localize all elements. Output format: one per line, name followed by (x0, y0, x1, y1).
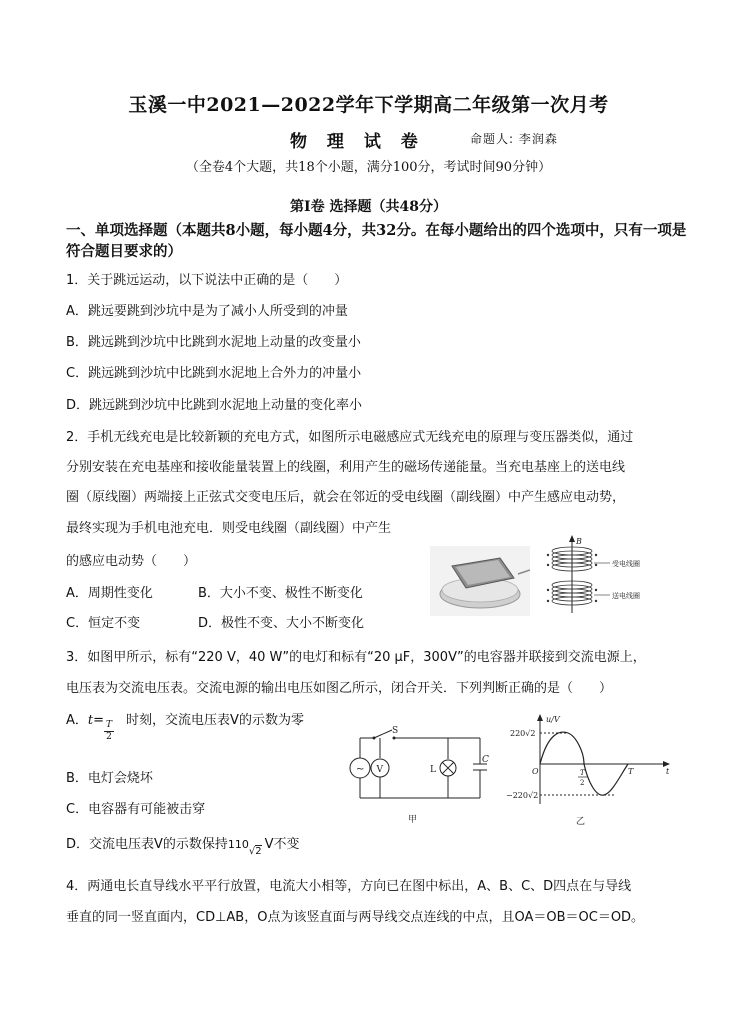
q3-option-d-sqrt: 2 (255, 846, 262, 857)
section-heading: 一、单项选择题（本题共8小题，每小题4分，共32分。在每小题给出的四个选项中，只有一项是符合题目要求的） (66, 222, 687, 260)
magnetic-field-label: B (576, 537, 582, 546)
graph-caption: 乙 (576, 817, 586, 827)
q3-option-a-eq: = (93, 713, 105, 728)
voltage-graph (506, 712, 676, 827)
q1-option-c: C．跳远跳到沙坑中比跳到水泥地上合外力的冲量小 (66, 366, 362, 381)
q2-option-d: D．极性不变、大小不断变化 (198, 616, 365, 631)
subject-title: 物 理 试 卷 (290, 132, 425, 152)
q3-option-a-suffix: 时刻，交流电压表V的示数为零 (126, 713, 304, 728)
q3-option-a-t: t (87, 713, 94, 728)
circuit-caption: 甲 (408, 815, 418, 824)
q3-option-a-frac-num: T (105, 720, 112, 730)
q3-option-c: C．电容器有可能被击穿 (66, 802, 206, 817)
sending-coil-label: 送电线圈 (612, 592, 640, 600)
charging-pad-image (430, 546, 530, 616)
q1-option-d: D．跳远跳到沙坑中比跳到水泥地上动量的变化率小 (66, 398, 363, 413)
q2-option-a: A．周期性变化 (66, 586, 153, 601)
part-heading: 第Ⅰ卷 选择题（共48分） (290, 199, 447, 215)
q2-stem-line: 圈（原线圈）两端接上正弦式交变电压后，就会在邻近的受电线圈（副线圈）中产生感应电动势， (66, 490, 626, 505)
q4-line: 4．两通电长直导线水平平行放置，电流大小相等，方向已在图中标出，A、B、C、D四点在与导线 (66, 879, 632, 894)
svg-text:~: ~ (356, 764, 365, 775)
q2-stem-line: 最终实现为手机电池充电．则受电线圈（副线圈）中产生 (66, 521, 392, 536)
q1-option-a: A．跳远要跳到沙坑中是为了减小人所受到的冲量 (66, 304, 348, 319)
q3-option-d: D．交流电压表V的示数保持$110_{√2}$ V不变 (66, 837, 300, 857)
graph-ymax-label: 220√2 (510, 729, 536, 738)
capacitor-label: C (482, 755, 489, 765)
circuit-diagram (348, 724, 498, 824)
q3-stem-line: 电压表为交流电压表。交流电源的输出电压如图乙所示，闭合开关．下列判断正确的是（ ） (66, 681, 613, 696)
q3-stem-line: 3．如图甲所示，标有“220 V，40 W”的电灯和标有“20 μF，300V”的电容器并联接到交流电源上， (66, 650, 646, 665)
author-line: 命题人: 李润森 (470, 132, 558, 146)
q3-option-a-prefix: A． (66, 713, 88, 728)
q3-option-d-prefix: D．交流电压表V的示数保持 (66, 837, 228, 852)
q3-option-a-frac-den: 2 (106, 732, 112, 742)
graph-period: T (628, 767, 634, 776)
exam-title: 玉溪一中2021—2022学年下学期高二年级第一次月考 (128, 94, 609, 116)
coil-diagram (540, 535, 680, 615)
q2-option-b: B．大小不变、极性不断变化 (198, 586, 363, 601)
exam-note: （全卷4个大题，共18个小题，满分100分，考试时间90分钟） (185, 160, 552, 175)
graph-ymin-label: −220√2 (506, 791, 539, 800)
q3-option-a (66, 709, 304, 728)
graph-ylabel: u/V (546, 715, 560, 724)
lamp-label: L (430, 765, 436, 775)
q3-option-b: B．电灯会烧坏 (66, 771, 153, 786)
q2-stem-line: 2．手机无线充电是比较新颖的充电方式，如图所示电磁感应式无线充电的原理与变压器类似，通过 (66, 430, 634, 445)
q1-stem: 1．关于跳远运动，以下说法中正确的是（ ） (66, 273, 348, 288)
q3-option-d-value: 110 (227, 838, 249, 851)
q1-option-b: B．跳远跳到沙坑中比跳到水泥地上动量的改变量小 (66, 335, 361, 350)
switch-label: S (392, 726, 399, 736)
graph-half-period-den: 2 (580, 779, 585, 787)
q2-stem-line: 分别安装在充电基座和接收能量装置上的线圈，利用产生的磁场传递能量。当充电基座上的送电线 (66, 460, 626, 475)
q3-option-a-fraction (104, 720, 114, 743)
graph-half-period-num: T (580, 769, 585, 777)
q3-option-d-suffix: V不变 (264, 837, 300, 852)
q4-line: 垂直的同一竖直面内，CD⊥AB，O点为该竖直面与两导线交点连线的中点，且OA＝OB＝OC＝OD。 (66, 910, 645, 925)
receiving-coil-label: 受电线圈 (612, 560, 640, 568)
q2-stem-line: 的感应电动势（ ） (66, 554, 197, 569)
voltmeter-label: V (376, 765, 383, 775)
graph-xlabel: t (666, 767, 670, 776)
graph-origin: O (532, 767, 539, 776)
q2-option-c: C．恒定不变 (66, 616, 141, 631)
